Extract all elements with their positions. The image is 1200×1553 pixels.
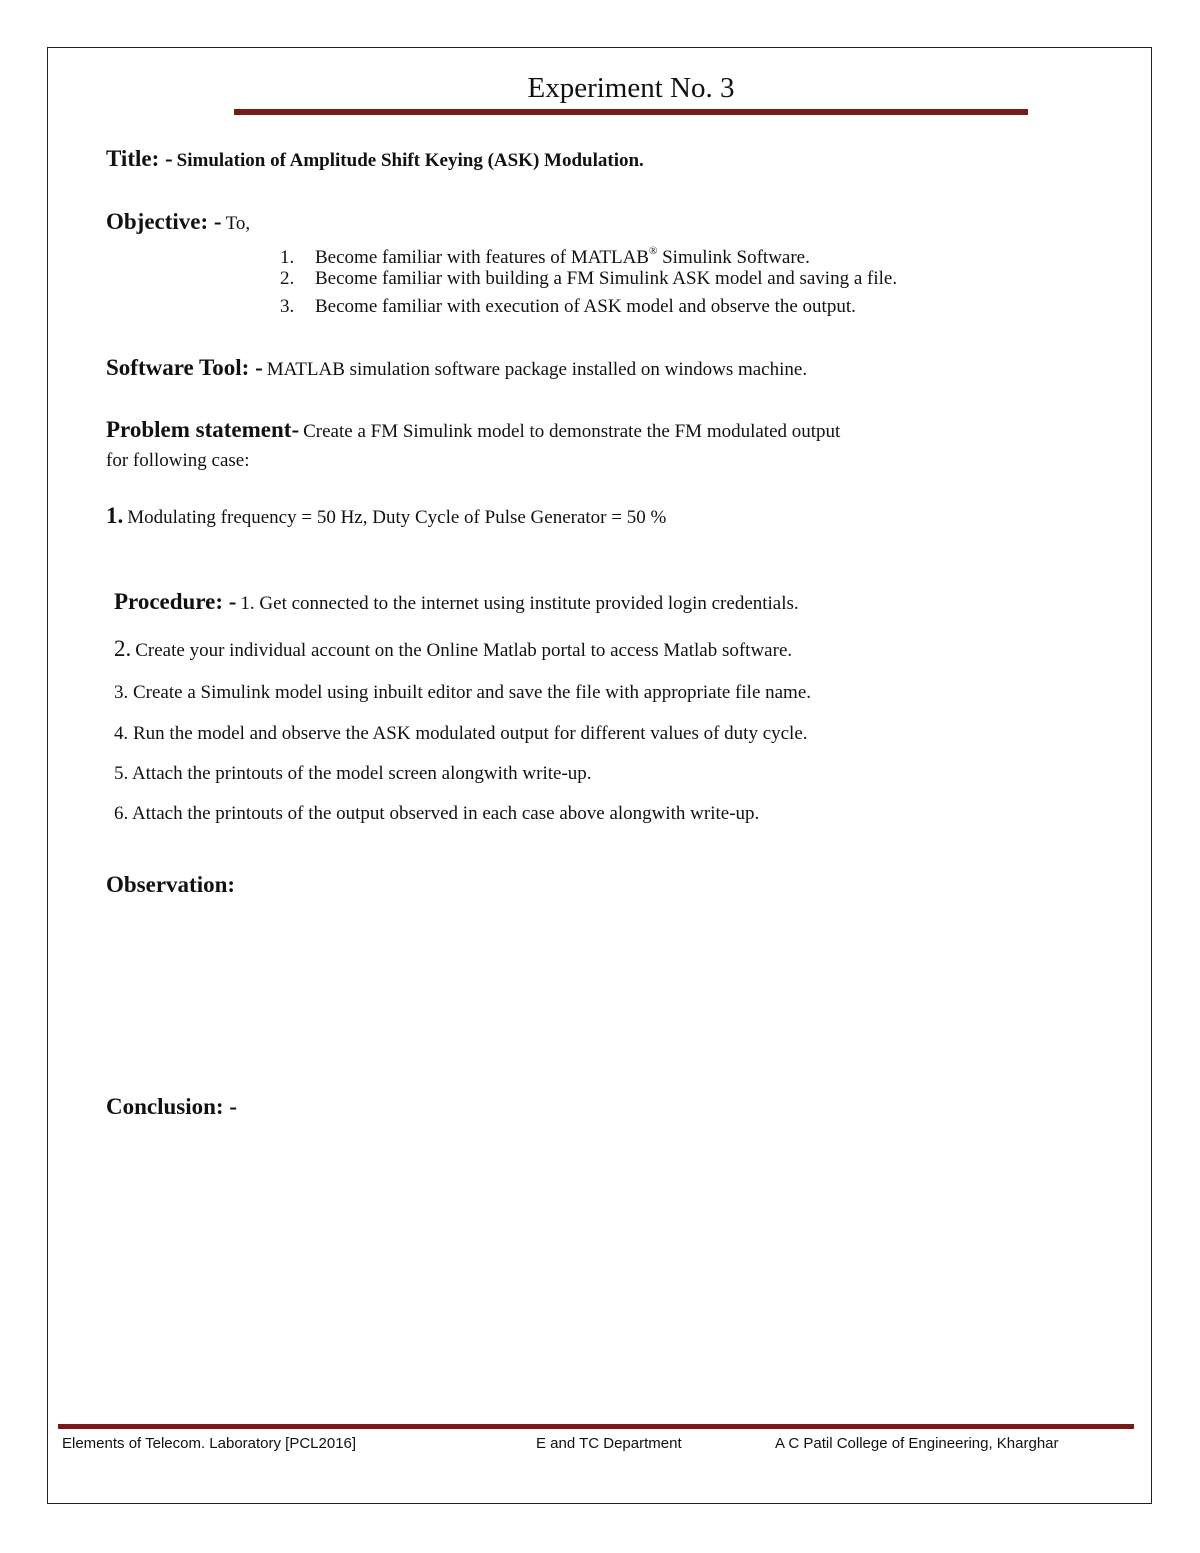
software-tool-line [106,355,807,381]
objective-intro: To, [225,213,251,234]
software-tool-value: MATLAB simulation software package installed on windows machine. [266,359,808,380]
procedure-step: 5. Attach the printouts of the model screen alongwith write-up. [114,763,592,784]
problem-statement-line [106,417,840,443]
list-text: Become familiar with building a FM Simulink ASK model and saving a file. [315,268,898,289]
procedure-step: 3. Create a Simulink model using inbuilt editor and save the file with appropriate file name. [114,682,812,703]
list-number: 3. [280,296,295,317]
procedure-label: Procedure: - [114,589,237,614]
footer-right: A C Patil College of Engineering, Kharghar [775,1435,1059,1452]
title-value: Simulation of Amplitude Shift Keying (ASK) Modulation. [176,150,644,171]
title-label: Title: - [106,146,173,171]
case-number: 1. [106,503,124,528]
procedure-step: Create your individual account on the Online Matlab portal to access Matlab software. [135,640,793,661]
procedure-step: 6. Attach the printouts of the output observed in each case above alongwith write-up. [114,803,760,824]
problem-case [106,503,666,529]
list-text: Become familiar with execution of ASK model and observe the output. [315,296,856,317]
footer-rule [58,1424,1134,1429]
objective-line [106,209,250,235]
procedure-step: 4. Run the model and observe the ASK modulated output for different values of duty cycle. [114,723,808,744]
list-item [280,237,897,268]
case-text: Modulating frequency = 50 Hz, Duty Cycle of Pulse Generator = 50 % [127,507,667,528]
list-text: Simulink Software. [657,247,810,268]
objective-label: Objective: - [106,209,222,234]
step-number: 2. [114,636,132,661]
procedure-step: 1. Get connected to the internet using institute provided login credentials. [240,593,799,614]
list-number: 1. [280,247,295,268]
list-number: 2. [280,268,295,289]
registered-mark: ® [648,245,658,257]
procedure-step-2 [114,636,792,662]
experiment-heading: Experiment No. 3 [527,72,735,104]
footer-left: Elements of Telecom. Laboratory [PCL2016] [62,1435,357,1452]
title-line [106,146,644,172]
objective-list [280,237,897,321]
procedure-line [114,589,799,615]
problem-statement-continuation: for following case: [106,450,250,471]
list-text: Become familiar with features of MATLAB [315,247,649,268]
problem-statement-label: Problem statement- [106,417,300,442]
footer-center: E and TC Department [536,1435,682,1452]
list-item [280,265,897,293]
conclusion-label: Conclusion: - [106,1094,237,1119]
observation-label: Observation: [106,872,236,897]
list-item [280,293,897,321]
header-rule [234,109,1028,115]
software-tool-label: Software Tool: - [106,355,263,380]
problem-statement-text: Create a FM Simulink model to demonstrate the FM modulated output [303,421,841,442]
